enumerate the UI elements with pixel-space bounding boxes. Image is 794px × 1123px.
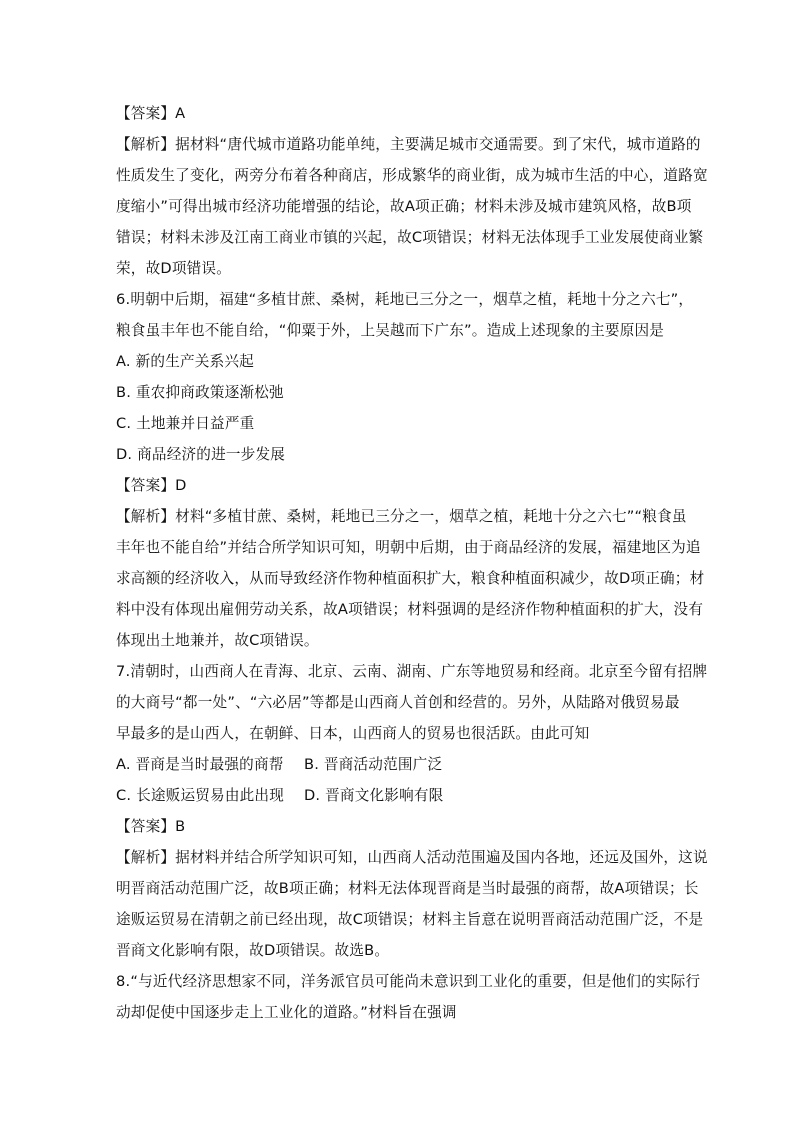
q6-stem [116, 284, 694, 346]
q6-analysis-line: 料中没有体现出雇佣劳动关系，故A项错误；材料强调的是经济作物种植面积的扩大，没有 [116, 601, 704, 618]
q6-option-b: B. 重农抑商政策逐渐松弛 [116, 384, 284, 401]
q7-analysis-line: 晋商文化影响有限，故D项错误。故选B。 [116, 942, 390, 959]
q6-stem-line: 6.明朝中后期，福建“多植甘蔗、桑树，耗地已三分之一，烟草之植，耗地十分之六七”， [116, 291, 694, 308]
q5-analysis-line: 错误；材料未涉及江南工商业市镇的兴起，故C项错误；材料无法体现手工业发展使商业繁 [116, 229, 704, 246]
q7-stem [116, 656, 708, 749]
q7-stem-line: 7.清朝时，山西商人在青海、北京、云南、湖南、广东等地贸易和经商。北京至今留有招牌 [116, 663, 708, 680]
q7-analysis-line: 明晋商活动范围广泛，故B项正确；材料无法体现晋商是当时最强的商帮，故A项错误；长 [116, 880, 699, 897]
q7-option-d: D. 晋商文化影响有限 [304, 787, 444, 804]
q7-options [116, 749, 683, 811]
q6-analysis-line: 体现出土地兼并，故C项错误。 [116, 632, 319, 649]
q7-option-b: B. 晋商活动范围广泛 [304, 756, 443, 773]
q7-analysis-line: 【解析】据材料并结合所学知识可知，山西商人活动范围遍及国内各地，还远及国外，这说 [116, 849, 708, 866]
q7-stem-line: 早最多的是山西人，在朝鲜、日本，山西商人的贸易也很活跃。由此可知 [116, 725, 590, 742]
document-page [116, 98, 708, 1028]
q8-stem-line: 动却促使中国逐步走上工业化的道路。”材料旨在强调 [116, 1004, 457, 1021]
q7-options-row [116, 780, 683, 811]
q5-answer: 【答案】A [116, 105, 186, 122]
q6-analysis-line: 【解析】材料“多植甘蔗、桑树，耗地已三分之一，烟草之植，耗地十分之六七”“粮食虽 [116, 508, 687, 525]
q8-stem-line: 8.“与近代经济思想家不同，洋务派官员可能尚未意识到工业化的重要，但是他们的实际行 [116, 973, 701, 990]
q6-option-c: C. 土地兼并日益严重 [116, 415, 255, 432]
q6-analysis-line: 求高额的经济收入，从而导致经济作物种植面积扩大，粮食种植面积减少，故D项正确；材 [116, 570, 705, 587]
q6-analysis-line: 丰年也不能自给”并结合所学知识可知，明朝中后期，由于商品经济的发展，福建地区为追 [116, 539, 701, 556]
q5-analysis-line: 【解析】据材料“唐代城市道路功能单纯，主要满足城市交通需要。到了宋代，城市道路的 [116, 136, 701, 153]
q7-analysis-line: 途贩运贸易在清朝之前已经出现，故C项错误；材料主旨意在说明晋商活动范围广泛，不是 [116, 911, 704, 928]
q7-answer: 【答案】B [116, 818, 186, 835]
q6-option-d: D. 商品经济的进一步发展 [116, 446, 286, 463]
q5-analysis [116, 129, 708, 284]
q5-analysis-line: 性质发生了变化，两旁分布着各种商店，形成繁华的商业街，成为城市生活的中心，道路宽 [116, 167, 708, 184]
q7-analysis [116, 842, 708, 966]
q7-option-c: C. 长途贩运贸易由此出现 [116, 787, 285, 804]
q6-options [116, 346, 683, 470]
q5-analysis-line: 荣，故D项错误。 [116, 260, 231, 277]
q7-option-a: A. 晋商是当时最强的商帮 [116, 756, 284, 773]
q6-answer: 【答案】D [116, 477, 187, 494]
q5-analysis-line: 度缩小”可得出城市经济功能增强的结论，故A项正确；材料未涉及城市建筑风格，故B项 [116, 198, 692, 215]
q8-stem [116, 966, 701, 1028]
q6-option-a: A. 新的生产关系兴起 [116, 353, 254, 370]
q6-analysis [116, 501, 705, 656]
q6-stem-line: 粮食虽丰年也不能自给，“仰粟于外，上吴越而下广东”。造成上述现象的主要原因是 [116, 322, 665, 339]
q7-stem-line: 的大商号“都一处”、“六必居”等都是山西商人首创和经营的。另外，从陆路对俄贸易最 [116, 694, 680, 711]
q7-options-row [116, 749, 683, 780]
